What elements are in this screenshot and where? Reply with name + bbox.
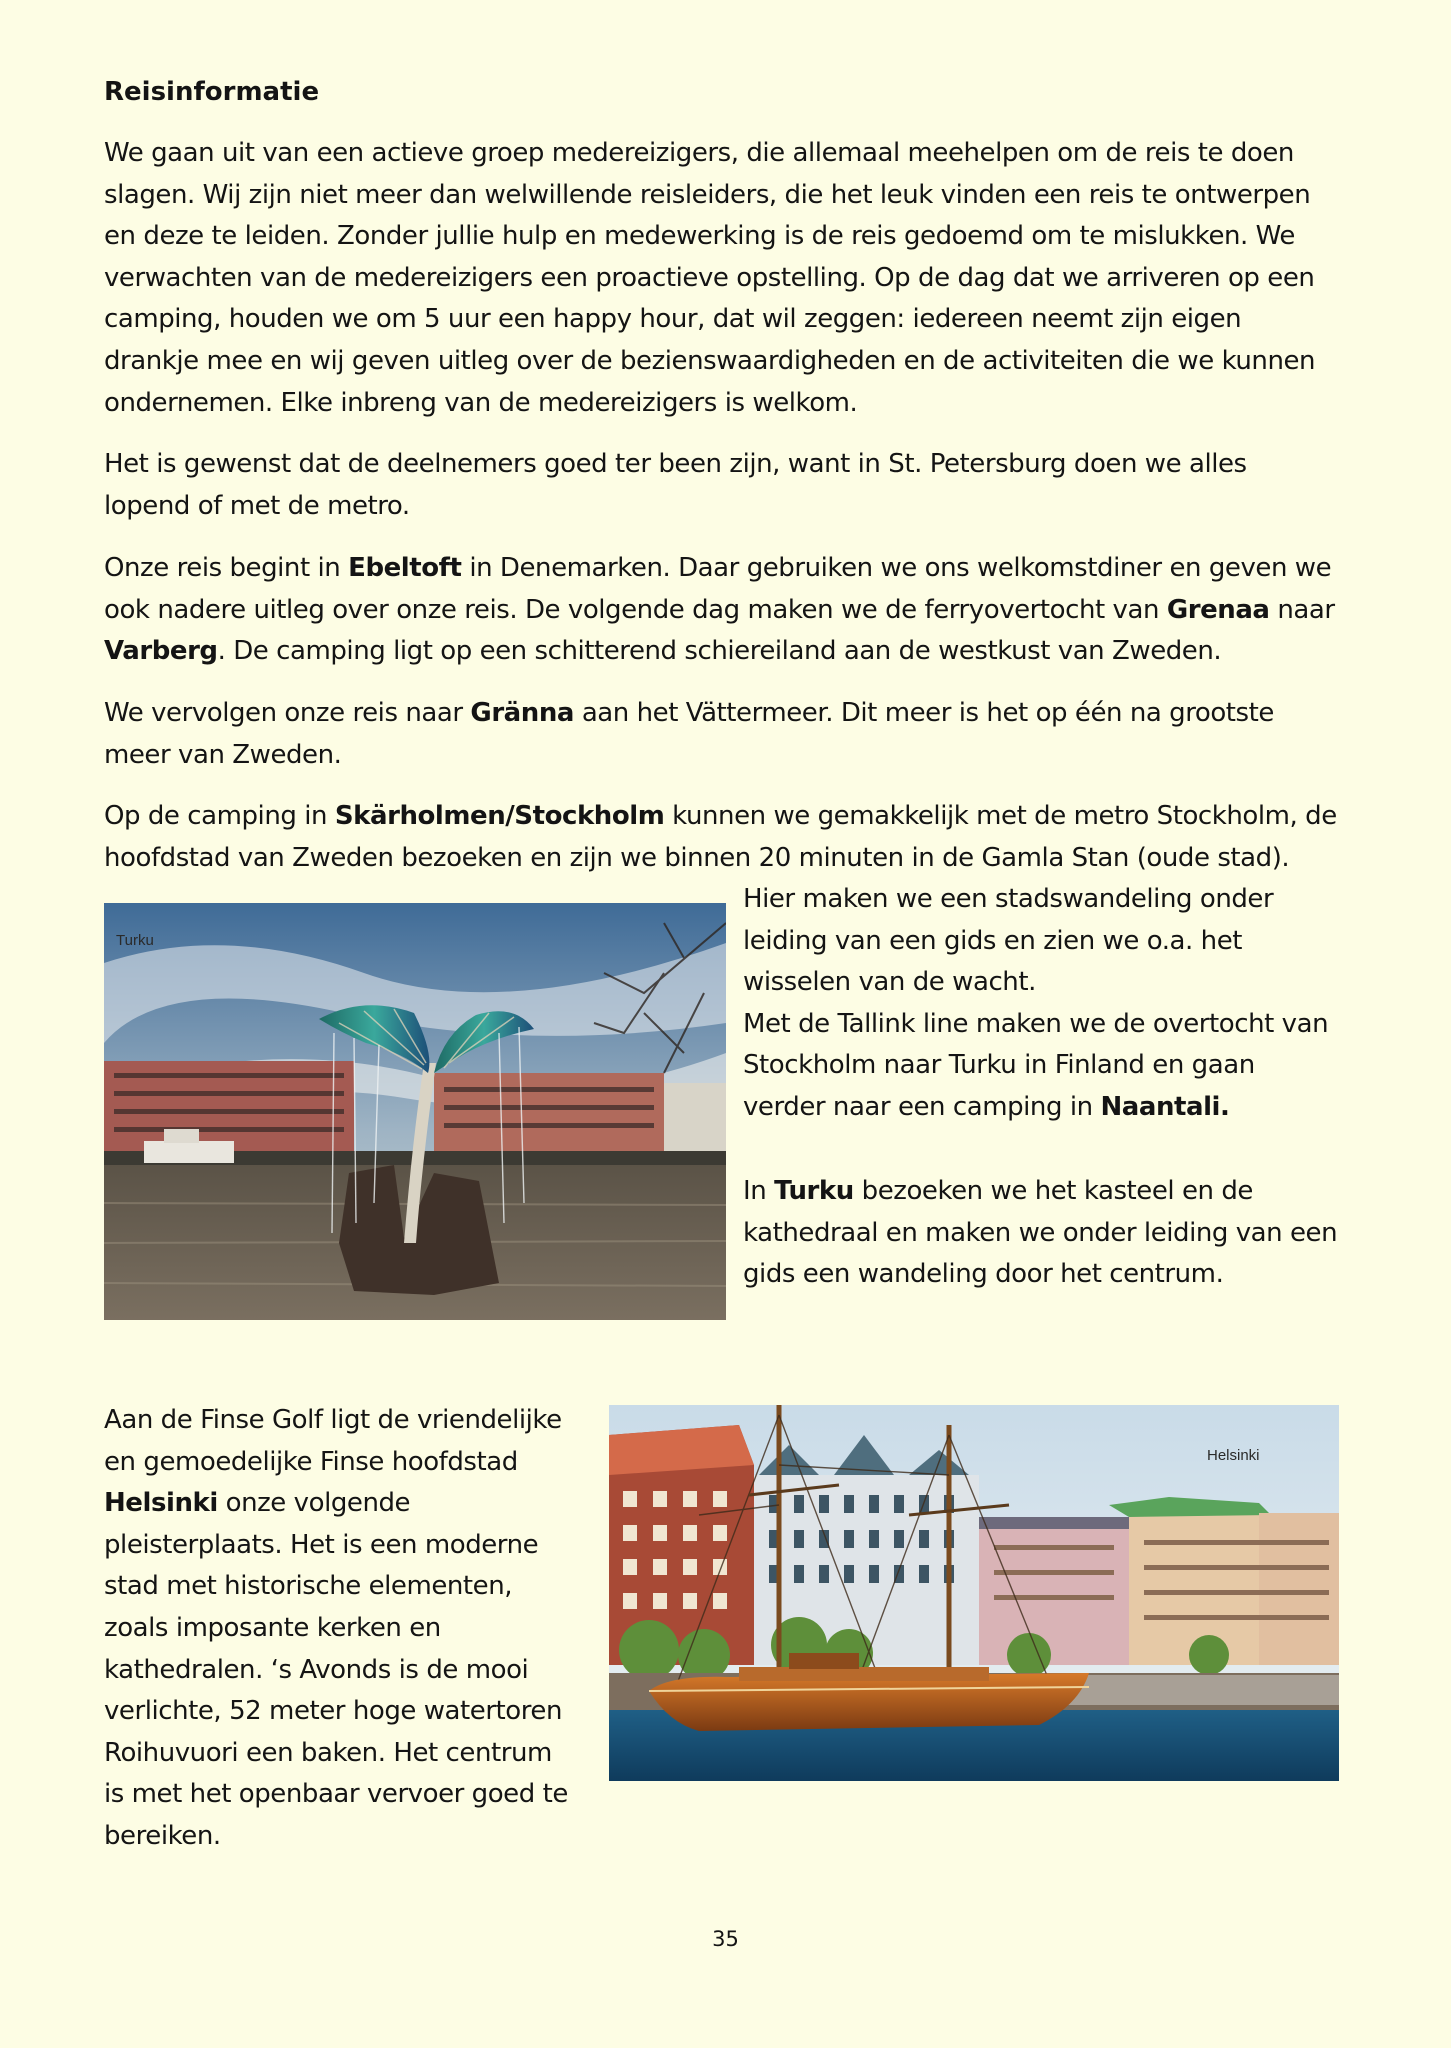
paragraph-granna <box>104 693 1274 776</box>
text-line: hoofdstad van Zweden bezoeken en zijn we binnen 20 minuten in de Gamla Stan (oude stad). <box>104 842 1290 873</box>
page-number: 35 <box>712 1927 739 1951</box>
text-line: Onze reis begint in Ebeltoft in Denemarken. Daar gebruiken we ons welkomstdiner en geven we <box>104 553 1332 583</box>
text-line: bereiken. <box>104 1820 221 1851</box>
text-line: stad met historische elementen, <box>104 1571 513 1602</box>
text-line: verlichte, 52 meter hoge watertoren <box>104 1696 563 1727</box>
place-name: Gränna <box>470 698 574 728</box>
place-name: Varberg <box>104 636 218 667</box>
text-line: kathedralen. ‘s Avonds is de mooi <box>104 1654 529 1685</box>
text-line: ondernemen. Elke inbreng van de medereizigers is welkom. <box>104 387 858 418</box>
text-line: In Turku bezoeken we het kasteel en de <box>743 1176 1253 1206</box>
text-line: Roihuvuori een baken. Het centrum <box>104 1737 552 1768</box>
text-line: We vervolgen onze reis naar Gränna aan het Vättermeer. Dit meer is het op één na grootste <box>104 698 1274 728</box>
place-name: Naantali. <box>1100 1091 1230 1122</box>
text-line: Met de Tallink line maken we de overtocht van <box>743 1008 1329 1039</box>
text-line: Hier maken we een stadswandeling onder <box>743 884 1274 914</box>
text-line: Op de camping in Skärholmen/Stockholm kunnen we gemakkelijk met de metro Stockholm, de <box>104 801 1337 831</box>
text-line: verder naar een camping in Naantali. <box>743 1091 1230 1122</box>
paragraph-fitness <box>104 444 1247 527</box>
text-line: en deze te leiden. Zonder jullie hulp en medewerking is de reis gedoemd om te mislukken. We <box>104 221 1295 252</box>
text-line: gids een wandeling door het centrum. <box>743 1259 1224 1290</box>
text-line: slagen. Wij zijn niet meer dan welwillende reisleiders, die het leuk vinden een reis te ontwerpen <box>104 179 1311 210</box>
paragraph-ebeltoft <box>104 548 1335 673</box>
helsinki-photo <box>609 1405 1339 1781</box>
place-name: Ebeltoft <box>348 553 462 583</box>
place-name: Skärholmen/Stockholm <box>334 801 665 831</box>
paragraph-helsinki <box>104 1400 568 1858</box>
paragraph-turku <box>743 1171 1337 1296</box>
paragraph-gamla-stan <box>743 879 1328 1129</box>
place-name: Helsinki <box>104 1488 218 1519</box>
text-line: leiding van een gids en zien we o.a. het <box>743 925 1242 956</box>
text-line: We gaan uit van een actieve groep medereizigers, die allemaal meehelpen om de reis te doen <box>104 138 1294 168</box>
text-line: pleisterplaats. Het is een moderne <box>104 1529 539 1560</box>
text-line: Varberg. De camping ligt op een schitterend schiereiland aan de westkust van Zweden. <box>104 636 1222 667</box>
text-line: is met het openbaar vervoer goed te <box>104 1779 568 1810</box>
place-name: Turku <box>774 1176 854 1206</box>
place-name: Grenaa <box>1166 594 1270 625</box>
photo-caption-turku: Turku <box>116 932 154 949</box>
text-line: kathedraal en maken we onder leiding van een <box>743 1217 1338 1248</box>
section-heading: Reisinformatie <box>104 77 320 107</box>
text-line: camping, houden we om 5 uur een happy hour, dat wil zeggen: iedereen neemt zijn eigen <box>104 304 1242 335</box>
text-line: verwachten van de medereizigers een proactieve opstelling. Op de dag dat we arriveren op een <box>104 262 1315 293</box>
turku-fountain-image <box>104 903 726 1320</box>
text-line: wisselen van de wacht. <box>743 967 1036 998</box>
text-line: meer van Zweden. <box>104 739 342 770</box>
paragraph-intro <box>104 133 1315 424</box>
text-line: Stockholm naar Turku in Finland en gaan <box>743 1050 1255 1081</box>
turku-photo <box>104 903 726 1320</box>
text-line: ook nadere uitleg over onze reis. De volgende dag maken we de ferryovertocht van Grenaa naar <box>104 594 1335 625</box>
text-line: drankje mee en wij geven uitleg over de bezienswaardigheden en de activiteiten die we kunnen <box>104 345 1316 376</box>
text-line: Het is gewenst dat de deelnemers goed ter been zijn, want in St. Petersburg doen we alles <box>104 449 1247 479</box>
text-line: Aan de Finse Golf ligt de vriendelijke <box>104 1405 562 1435</box>
text-line: lopend of met de metro. <box>104 490 410 521</box>
text-line: Helsinki onze volgende <box>104 1488 411 1519</box>
photo-caption-helsinki: Helsinki <box>1207 1447 1260 1464</box>
text-line: en gemoedelijke Finse hoofdstad <box>104 1446 518 1477</box>
paragraph-stockholm <box>104 796 1337 879</box>
text-line: zoals imposante kerken en <box>104 1612 441 1643</box>
